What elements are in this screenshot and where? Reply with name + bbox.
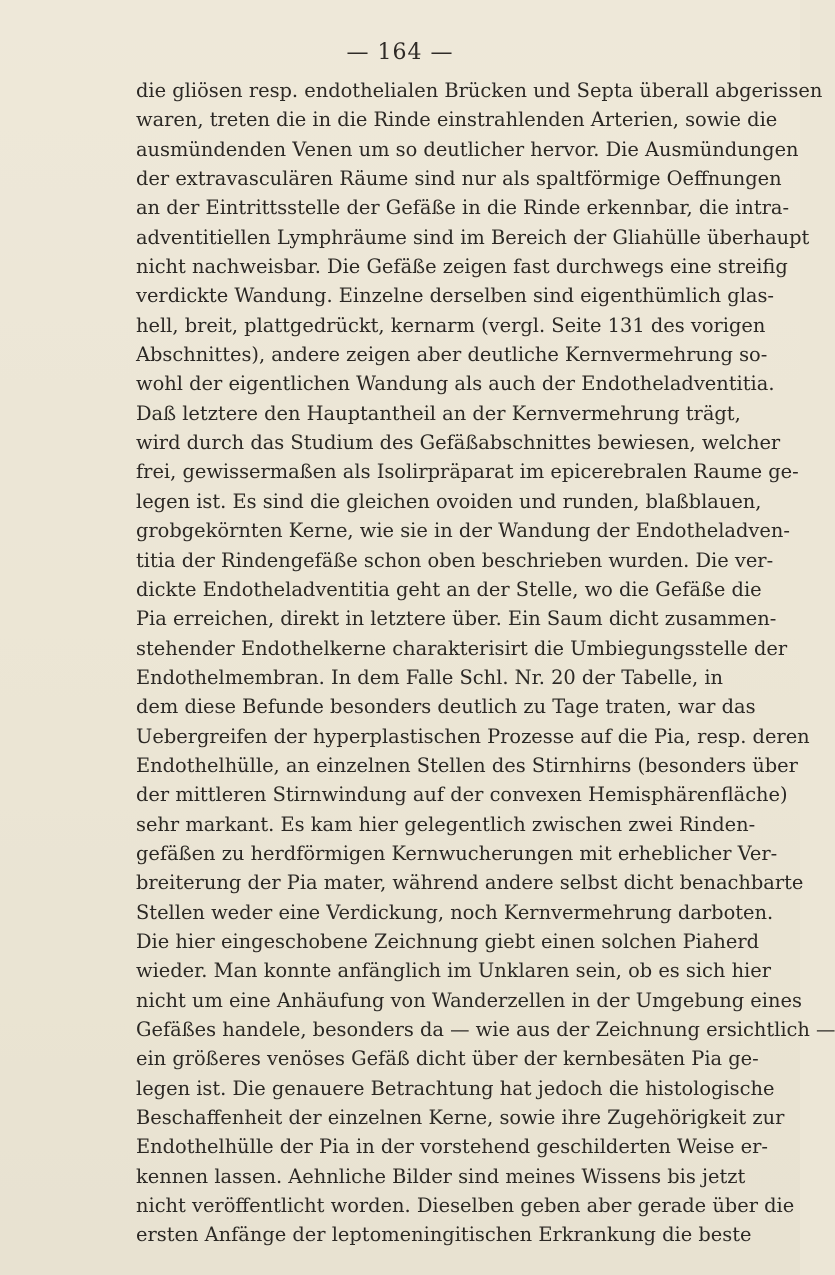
text-line: dem diese Befunde besonders deutlich zu Tage traten, war das [136,695,756,719]
text-line: Abschnittes), andere zeigen aber deutliche Kernvermehrung so- [136,343,768,367]
text-line: Uebergreifen der hyperplastischen Prozesse auf die Pia, resp. deren [136,724,810,748]
text-line: an der Eintrittsstelle der Gefäße in die Rinde erkennbar, die intra- [136,196,790,220]
text-line: adventitiellen Lymphräume sind im Bereich der Gliahülle überhaupt [136,225,810,249]
text-line: frei, gewissermaßen als Isolirpräparat im epicerebralen Raume ge- [136,460,799,484]
text-line: Daß letztere den Hauptantheil an der Kernvermehrung trägt, [136,401,741,425]
text-line: Endothelmembran. In dem Falle Schl. Nr. 20 der Tabelle, in [136,665,724,689]
text-line: der extravasculären Räume sind nur als spaltförmige Oeffnungen [136,167,782,191]
body-text [136,76,835,1250]
text-line: Beschaffenheit der einzelnen Kerne, sowie ihre Zugehörigkeit zur [136,1106,785,1130]
text-line: breiterung der Pia mater, während andere selbst dicht benachbarte [136,871,804,895]
text-line: wieder. Man konnte anfänglich im Unklaren sein, ob es sich hier [136,959,772,983]
text-line: titia der Rindengefäße schon oben beschrieben wurden. Die ver- [136,548,774,572]
text-line: legen ist. Es sind die gleichen ovoiden und runden, blaßblauen, [136,489,762,513]
text-line: dickte Endotheladventitia geht an der Stelle, wo die Gefäße die [136,577,762,601]
text-line: nicht um eine Anhäufung von Wanderzellen in der Umgebung eines [136,988,802,1012]
text-line: verdickte Wandung. Einzelne derselben sind eigenthümlich glas- [136,284,774,308]
text-line: nicht veröffentlicht worden. Dieselben geben aber gerade über die [136,1194,795,1218]
text-line: wohl der eigentlichen Wandung als auch der Endotheladventitia. [136,372,775,396]
text-line: Stellen weder eine Verdickung, noch Kernvermehrung darboten. [136,900,774,924]
text-line: Endothelhülle der Pia in der vorstehend geschilderten Weise er- [136,1135,768,1159]
text-line: ausmündenden Venen um so deutlicher hervor. Die Ausmündungen [136,137,799,161]
text-line: die gliösen resp. endothelialen Brücken und Septa überall abgerissen [136,79,823,102]
text-line: sehr markant. Es kam hier gelegentlich zwischen zwei Rinden- [136,812,756,836]
text-line: Die hier eingeschobene Zeichnung giebt einen solchen Piaherd [136,929,760,953]
text-line: Pia erreichen, direkt in letztere über. Ein Saum dicht zusammen- [136,607,777,631]
text-line: waren, treten die in die Rinde einstrahlenden Arterien, sowie die [136,108,778,132]
text-line: kennen lassen. Aehnliche Bilder sind meines Wissens bis jetzt [136,1164,746,1188]
text-line: stehender Endothelkerne charakterisirt die Umbiegungsstelle der [136,636,788,660]
text-line: gefäßen zu herdförmigen Kernwucherungen mit erheblicher Ver- [136,841,778,865]
text-line: ersten Anfänge der leptomeningitischen Erkrankung die beste [136,1223,752,1247]
text-line: nicht nachweisbar. Die Gefäße zeigen fast durchwegs eine streifig [136,255,788,279]
text-line: wird durch das Studium des Gefäßabschnittes bewiesen, welcher [136,431,781,455]
text-line: Endothelhülle, an einzelnen Stellen des Stirnhirns (besonders über [136,753,798,777]
text-line: hell, breit, plattgedrückt, kernarm (vergl. Seite 131 des vorigen [136,313,766,337]
text-line: ein größeres venöses Gefäß dicht über der kernbesäten Pia ge- [136,1047,759,1071]
text-line: grobgekörnten Kerne, wie sie in der Wandung der Endotheladven- [136,519,790,543]
page-number: — 164 — [346,40,454,65]
text-line: legen ist. Die genauere Betrachtung hat jedoch die histologische [136,1076,775,1100]
text-line: der mittleren Stirnwindung auf der convexen Hemisphärenfläche) [136,783,788,807]
text-line: Gefäßes handele, besonders da — wie aus der Zeichnung ersichtlich — [136,1018,835,1041]
